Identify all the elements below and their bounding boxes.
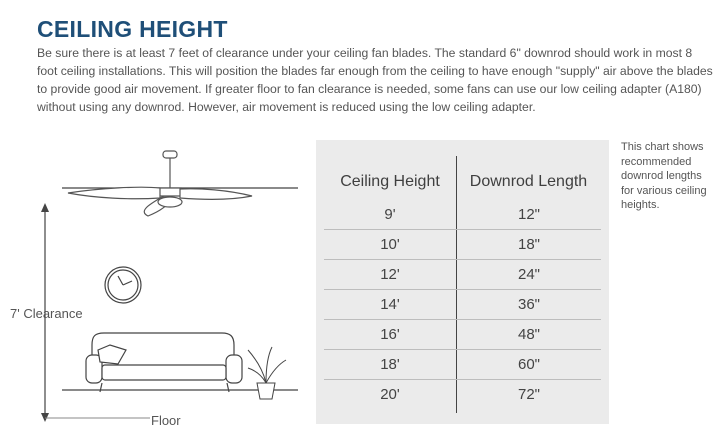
downrod-length-cell: 18" bbox=[517, 236, 540, 253]
downrod-length-cell: 72" bbox=[517, 386, 540, 403]
ceiling-height-cell: 18' bbox=[380, 356, 400, 373]
header-ceiling-height: Ceiling Height bbox=[340, 173, 440, 190]
ceiling-height-cell: 10' bbox=[380, 236, 400, 253]
table-row bbox=[324, 350, 601, 380]
plant-icon bbox=[248, 347, 286, 399]
downrod-length-cell: 60" bbox=[517, 356, 540, 373]
table-row bbox=[324, 230, 601, 260]
ceiling-height-cell: 12' bbox=[380, 266, 400, 283]
room-illustration bbox=[0, 140, 310, 445]
table-row bbox=[324, 380, 601, 409]
downrod-length-cell: 48" bbox=[517, 326, 540, 343]
downrod-length-cell: 12" bbox=[517, 206, 540, 223]
arrow-up-icon bbox=[41, 203, 49, 212]
downrod-table bbox=[316, 140, 609, 424]
wall-clock-icon bbox=[105, 267, 141, 303]
ceiling-height-cell: 14' bbox=[380, 296, 400, 313]
downrod-length-cell: 36" bbox=[517, 296, 540, 313]
ceiling-height-cell: 16' bbox=[380, 326, 400, 343]
ceiling-fan-icon bbox=[68, 151, 252, 216]
ceiling-height-cell: 20' bbox=[380, 386, 400, 403]
table-row bbox=[324, 290, 601, 320]
table-row bbox=[324, 260, 601, 290]
downrod-length-cell: 24" bbox=[517, 266, 540, 283]
intro-paragraph: Be sure there is at least 7 feet of clearance under your ceiling fan blades. The standard 6" downrod should work in most 8 foot ceiling installations. This will position the blades far enough from the ceiling to have enough "supply" air above the blades to provide good air movement. If greater floor to fan clearance is needed, some fans can use our low ceiling adapter (A180) without using any downrod. However, air movement is reduced using the low ceiling adapter. bbox=[37, 46, 713, 114]
clearance-label: 7' Clearance bbox=[10, 306, 83, 321]
sofa-icon bbox=[86, 333, 242, 392]
page-title: CEILING HEIGHT bbox=[37, 16, 228, 42]
side-note: This chart shows recommended downrod lengths for various ceiling heights. bbox=[621, 141, 707, 211]
floor-label: Floor bbox=[151, 413, 181, 428]
table-row bbox=[324, 320, 601, 350]
ceiling-height-cell: 9' bbox=[384, 206, 396, 223]
table-row bbox=[324, 200, 601, 230]
header-downrod-length: Downrod Length bbox=[469, 173, 588, 190]
